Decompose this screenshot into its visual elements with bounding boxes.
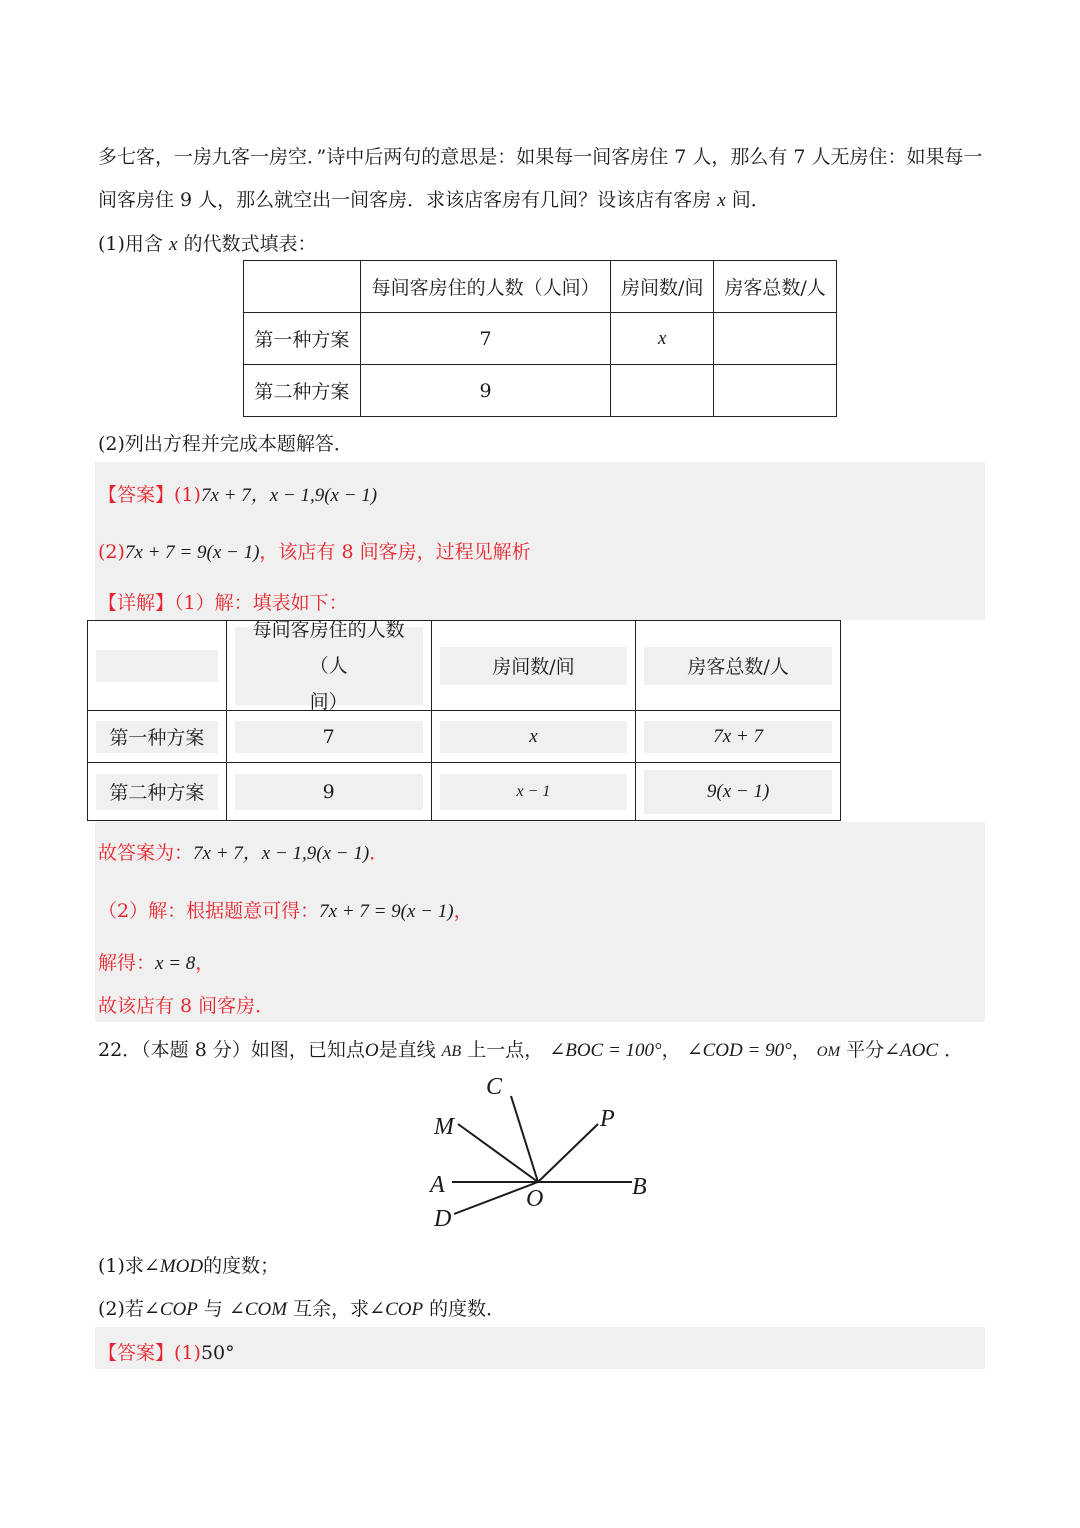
label-P: P <box>600 1106 615 1132</box>
solution-table <box>87 620 841 821</box>
table-header-empty <box>88 621 227 711</box>
label-A: A <box>430 1172 445 1198</box>
table-cell: 7 <box>360 313 611 365</box>
table-cell: 9(x − 1) <box>636 763 841 821</box>
q21-part2: (2)列出方程并完成本题解答． <box>98 433 353 455</box>
geometry-figure <box>420 1068 660 1238</box>
table-cell <box>611 365 714 417</box>
table-header-total: 房客总数/人 <box>714 261 837 313</box>
label-M: M <box>434 1114 454 1140</box>
table-cell: 7 <box>226 711 431 763</box>
solution-line-2: （2）解：根据题意可得：7x + 7 = 9(x − 1)， <box>98 900 473 922</box>
ray-OM <box>458 1124 538 1182</box>
q21-part1: (1)用含 x 的代数式填表： <box>98 233 317 255</box>
table-header-rooms: 房间数/间 <box>611 261 714 313</box>
table-header-people: 每间客房住的人数（人 间） <box>226 621 431 711</box>
question-table <box>243 260 837 417</box>
table-cell: x <box>431 711 636 763</box>
table-row-label: 第二种方案 <box>244 365 361 417</box>
intro-line-1: 多七客，一房九客一房空．”诗中后两句的意思是：如果每一间客房住 7 人，那么有 7 人无房住：如果每一 <box>98 146 983 168</box>
solution-line-4: 故该店有 8 间客房． <box>98 995 275 1017</box>
table-cell <box>714 313 837 365</box>
table-header-people: 每间客房住的人数（人间） <box>360 261 611 313</box>
q22-answer: 【答案】(1)50° <box>98 1342 235 1364</box>
q22-part1: (1)求∠MOD的度数； <box>98 1255 280 1277</box>
intro-line-2: 间客房住 9 人，那么就空出一间客房．求该店客房有几间？设该店有客房 x 间． <box>98 189 770 211</box>
solution-line-1: 故答案为：7x + 7，x − 1,9(x − 1)． <box>98 842 389 864</box>
table-cell: 9 <box>226 763 431 821</box>
table-header-empty <box>244 261 361 313</box>
ray-OP <box>538 1124 598 1182</box>
answer-line-2: (2)7x + 7 = 9(x − 1)，该店有 8 间客房，过程见解析 <box>98 541 531 563</box>
solution-line-3: 解得：x = 8， <box>98 952 215 974</box>
table-row-label: 第一种方案 <box>88 711 227 763</box>
table-cell: 7x + 7 <box>636 711 841 763</box>
label-C: C <box>486 1074 503 1100</box>
table-header-total: 房客总数/人 <box>636 621 841 711</box>
table-cell: x <box>611 313 714 365</box>
table-row-label: 第一种方案 <box>244 313 361 365</box>
table-header-rooms: 房间数/间 <box>431 621 636 711</box>
table-row-label: 第二种方案 <box>88 763 227 821</box>
answer-line-1: 【答案】(1)7x + 7，x − 1,9(x − 1) <box>98 484 378 506</box>
q22-part2: (2)若∠COP 与 ∠COM 互余，求∠COP 的度数． <box>98 1298 506 1320</box>
label-B: B <box>632 1174 647 1200</box>
detail-line: 【详解】（1）解：填表如下： <box>98 592 348 614</box>
label-D: D <box>434 1206 452 1232</box>
table-cell <box>714 365 837 417</box>
table-cell: 9 <box>360 365 611 417</box>
label-O: O <box>526 1186 544 1212</box>
table-cell: x − 1 <box>431 763 636 821</box>
ray-OC <box>511 1096 538 1182</box>
q22-stem: 22．（本题 8 分）如图，已知点O是直线 AB 上一点， ∠BOC = 100°， ∠COD = 90°， OM 平分∠AOC ． <box>98 1039 964 1061</box>
